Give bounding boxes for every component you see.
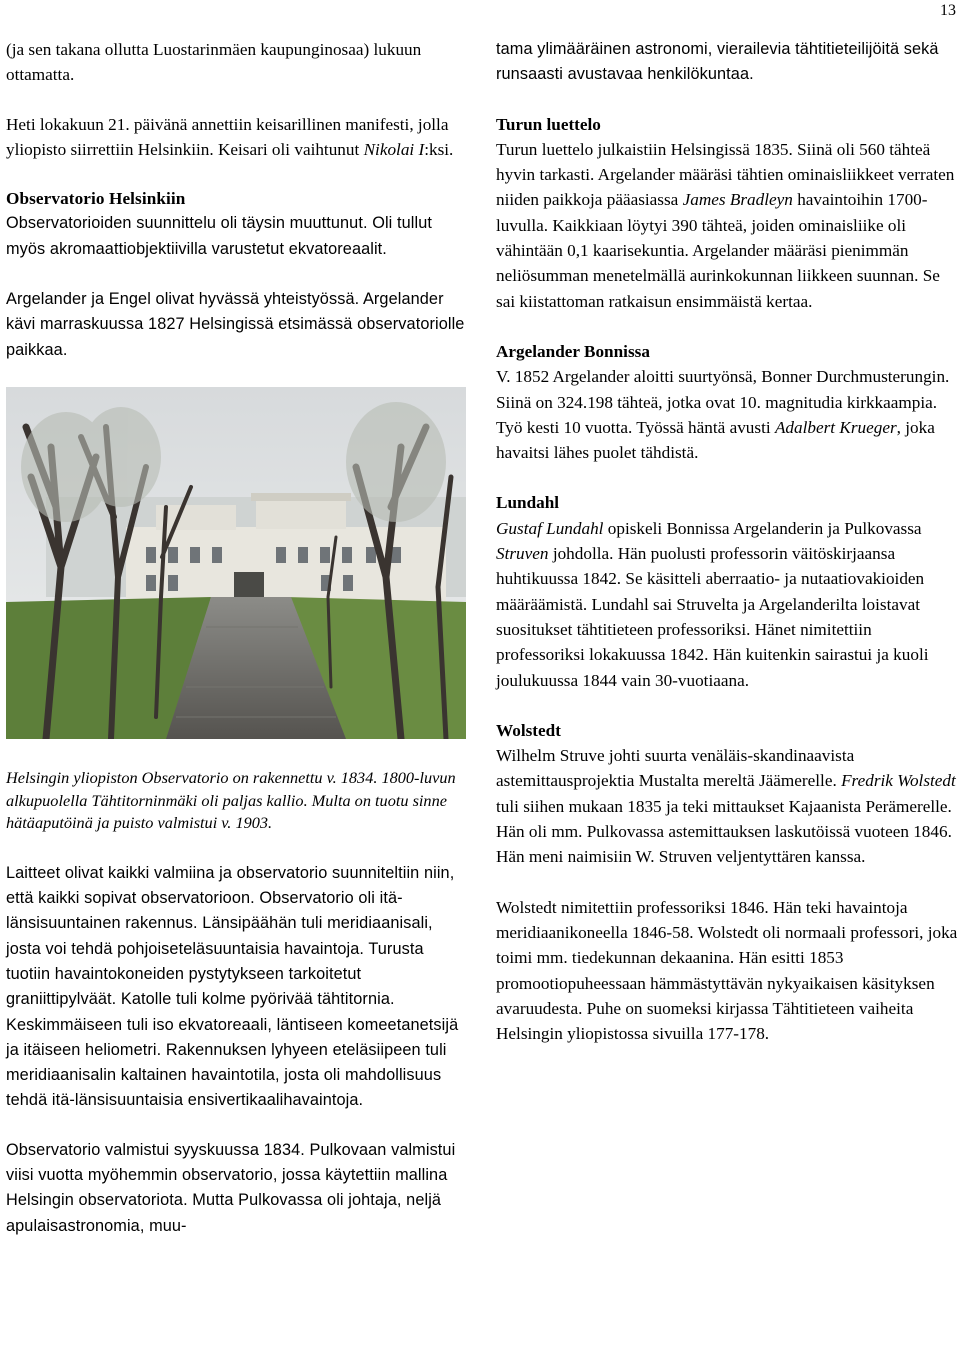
- text: opiskeli Bonnissa Argelanderin ja Pulkovassa: [603, 518, 922, 538]
- section-observatorio-helsinkiin: [6, 186, 466, 262]
- text: Turun luettelo julkaistiin Helsingissä 1835. Siinä oli 560 tähteä hyvin tarkasti. Argelander määräsi tähtien ominaisliikkeet verraten niiden paikkoja pääasiassa: [496, 139, 955, 210]
- text: tuli siihen mukaan 1835 ja teki mittaukset Kajaanista Perämerelle. Hän oli mm. Pulkovassa astemittauksen laskutöissä vuoteen 1846. Hän meni naimisiin W. Struven veljentyttären kanssa.: [496, 796, 952, 867]
- right-column: [496, 37, 958, 1046]
- paragraph-argelander-engel: Argelander ja Engel olivat hyvässä yhteistyössä. Argelander kävi marraskuussa 1827 Helsingissä etsimässä observatoriolle paikkaa.: [6, 290, 465, 359]
- emphasis-name: James Bradleyn: [682, 190, 793, 210]
- text: , joka havaitsi lähes puolet tähdistä.: [496, 417, 935, 463]
- paragraph-laitteet: Laitteet olivat kaikki valmiina ja observatorio suunniteltiin niin, että kaikki sopivat observatorioon. Observatorio oli itä-länsisuuntainen rakennus. Länsipäähän tuli meridiaanisali, josta voi tehdä pohjoiseteläsuuntaisia havaintoja. Turusta tuotiin havaintokoneiden pystytykseen tarkoitetut graniittipylväät. Katolle tuli kolme pyörivää tähtitornia. Keskimmäiseen tuli iso ekvatoreaali, läntiseen komeetanetsijä ja itäiseen heliometri. Rakennuksen lyhyeen eteläsiipeen tuli meridiaanisalin kaltainen havaintotila, josta oli mahdollisuus tehdä itä-länsisuuntaisia ensivertikaalihavaintoja.: [6, 863, 459, 1110]
- paragraph-continuation: tama ylimääräinen astronomi, vierailevia tähtitieteilijöitä sekä runsaasti avustavaa henkilökuntaa.: [496, 40, 939, 84]
- section-heading: Argelander Bonnissa: [496, 341, 650, 361]
- emphasis-name: Struven: [496, 544, 549, 564]
- emphasis-name: Gustaf Lundahl: [496, 518, 604, 538]
- text: :ksi.: [424, 139, 454, 159]
- text: havaintoihin 1700-luvulla. Kaikkiaan löytyi 390 tähteä, joiden ominaisliike oli vähintään 0,1 kaarisekuntia. Argelander määräsi pienimmän neliösumman menetelmällä aurinkokunnan liikkeen suunnan. Se sai kiistattoman ratkaisun ensimmäistä kertaa.: [496, 190, 940, 311]
- text: Wilhelm Struve johti suurta venäläis-skandinaavista astemittausprojektia Mustalta mereltä Jäämerelle.: [496, 746, 855, 791]
- section-wolstedt: [496, 718, 958, 870]
- section-argelander-bonnissa: [496, 339, 958, 465]
- section-heading: Observatorio Helsinkiin: [6, 189, 186, 209]
- paragraph-intro: (ja sen takana ollutta Luostarinmäen kaupunginosaa) lukuun ottamatta.: [6, 40, 422, 85]
- paragraph-wolstedt-professor: Wolstedt nimitettiin professoriksi 1846. Hän teki havaintoja meridiaanikoneella 1846-58. Wolstedt oli normaali professori, joka toimi mm. tiedekunnan dekaanina. Hän esitti 1853 promootiopuheessaan hämmästyttävän nykyaikaisen käsityksen avaruudesta. Puhe on suomeksi kirjassa Tähtitieteen vaiheita Helsingin yliopistossa sivuilla 177-178.: [496, 897, 958, 1044]
- observatory-photo: [6, 387, 466, 739]
- page-number: 13: [940, 2, 956, 19]
- section-heading: Wolstedt: [496, 720, 561, 740]
- text: Heti lokakuun 21. päivänä annettiin keisarillinen manifesti, jolla yliopisto siirrettiin Helsinkiin. Keisari oli vaihtunut: [6, 114, 449, 159]
- section-lundahl: [496, 490, 958, 692]
- emphasis-name: Fredrik Wolstedt: [841, 771, 956, 791]
- left-column: [6, 37, 466, 1239]
- section-heading: Turun luettelo: [496, 114, 601, 134]
- emphasis-name: Adalbert Krueger: [774, 417, 897, 437]
- text: V. 1852 Argelander aloitti suurtyönsä, Bonner Durchmusterungin. Siinä on 324.198 tähteä, jotka ovat 10. magnitudia kirkkaampia. Työ kesti 10 vuotta. Työssä häntä avusti: [496, 367, 950, 437]
- section-turun-luettelo: [496, 112, 958, 314]
- section-text: Observatorioiden suunnittelu oli täysin muuttunut. Oli tullut myös akromaattiobjektiivilla varustetut ekvatoreaalit.: [6, 214, 433, 258]
- paragraph-manifest: [6, 112, 466, 163]
- section-heading: Lundahl: [496, 493, 560, 513]
- paragraph-valmistui: Observatorio valmistui syyskuussa 1834. Pulkovaan valmistui viisi vuotta myöhemmin observatorio, jossa käytettiin mallina Helsingin observatoriota. Mutta Pulkovassa oli johtaja, neljä apulaisastronomia, muu-: [6, 1140, 456, 1235]
- photo-caption: Helsingin yliopiston Observatorio on rakennettu v. 1834. 1800-luvun alkupuolella Tähtitorninmäki oli paljas kallio. Multa on tuotu sinne hätäaputöinä ja puisto valmistui v. 1903.: [6, 767, 456, 833]
- emphasis-name: Nikolai I: [363, 139, 425, 159]
- text: johdolla. Hän puolusti professorin väitöskirjaansa huhtikuussa 1842. Se käsitteli aberraatio- ja nutaatiovakioiden määräämistä. Lundahl sai Struvelta ja Argelanderilta loistavat suositukset tähtitieteen professoriksi. Hänet nimitettiin professoriksi lokakuussa 1842. Hän kuitenkin sairastui ja kuoli joulukuussa 1844 vain 30-vuotiaana.: [496, 544, 929, 690]
